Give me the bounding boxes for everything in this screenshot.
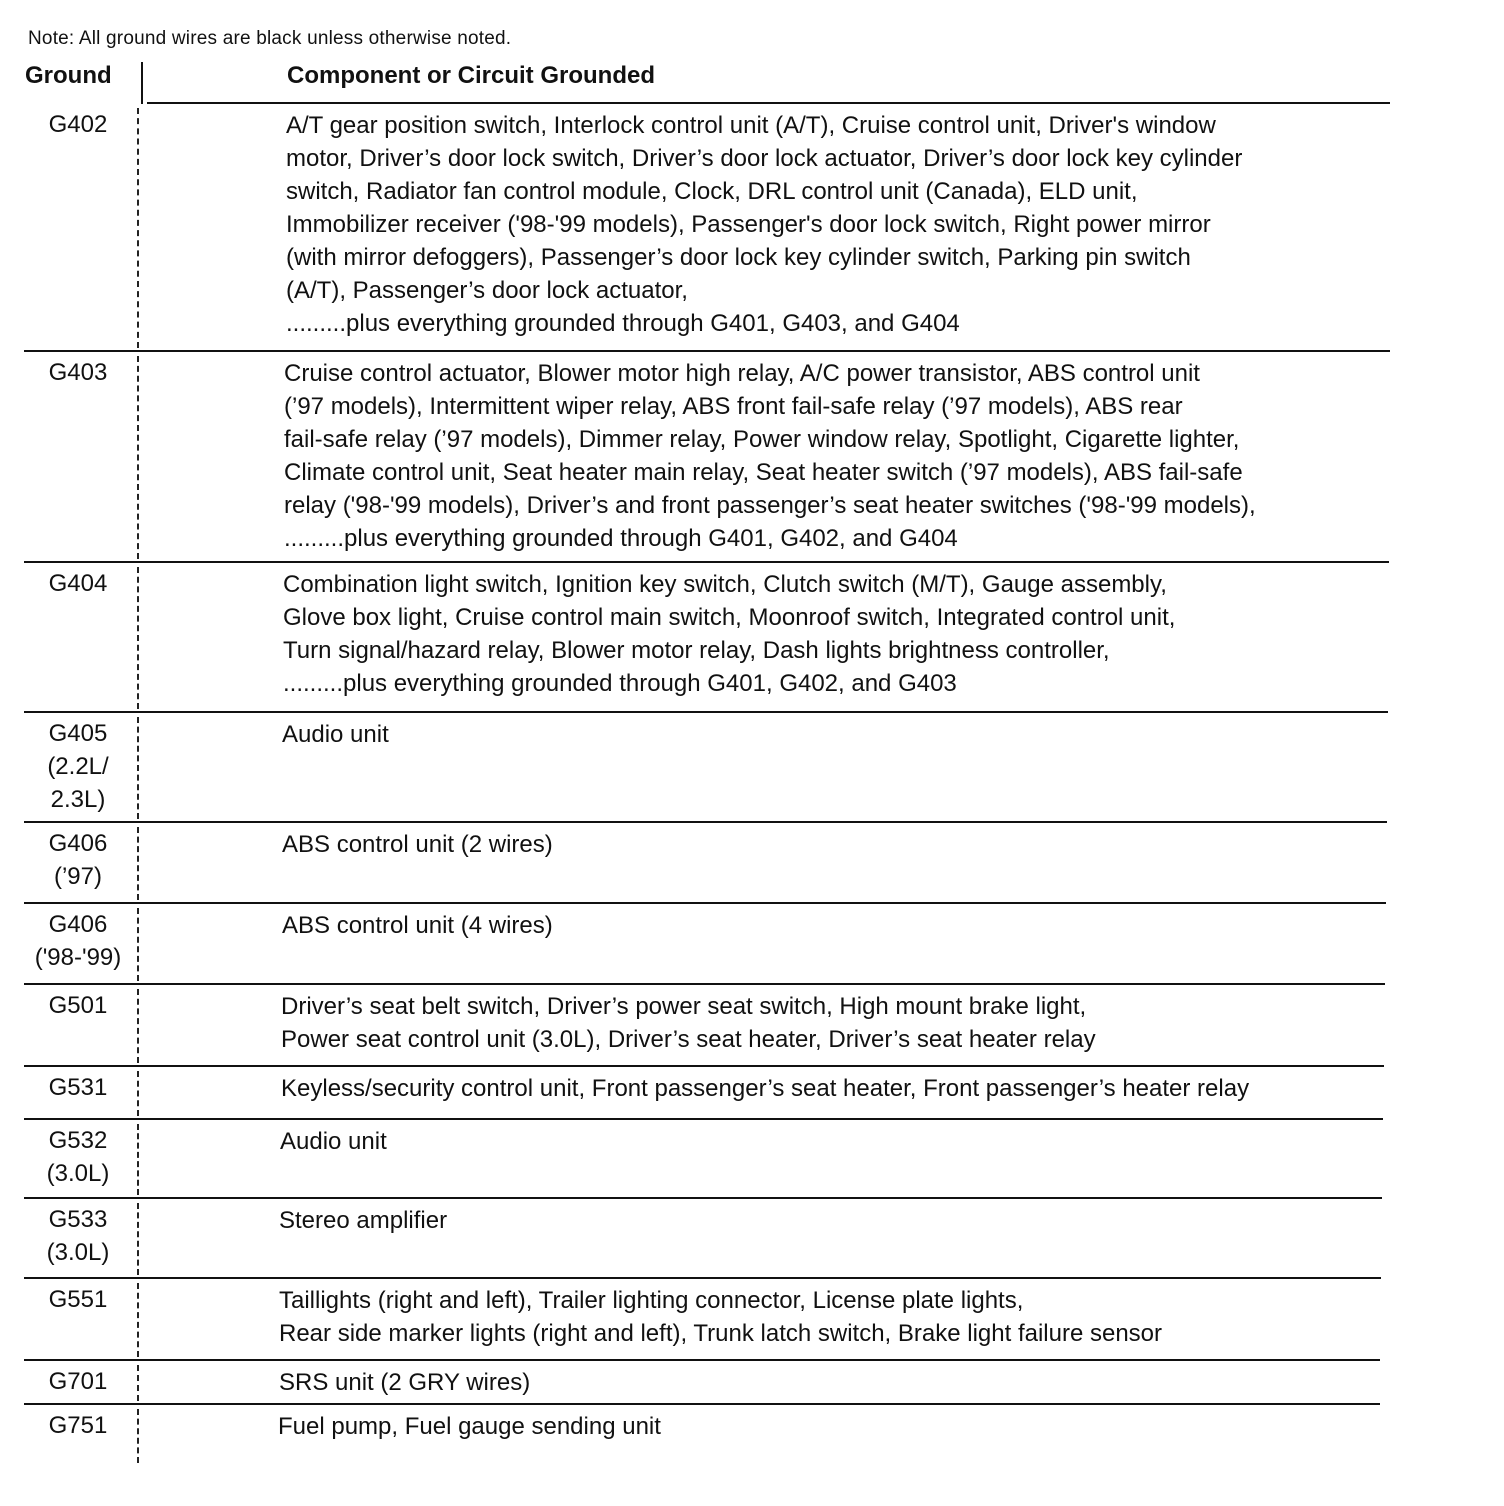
component-list: Fuel pump, Fuel gauge sending unit xyxy=(278,1413,661,1440)
component-list: A/T gear position switch, Interlock control unit (A/T), Cruise control unit, Driver's window motor, Driver’s door lock switch, Driver’s door lock actuator, Driver’s door lock key cylinder switch, Radiator fan control module, Clock, DRL control unit (Canada), ELD unit, Immobilizer receiver ('98-'99 models), Passenger's door lock switch, Right power mirror (with mirror defoggers), Passenger’s door lock key cylinder switch, Parking pin switch (A/T), Passenger’s door lock actuator, .........plus everything grounded through G401, G403, and G404 xyxy=(286,112,1243,337)
table-row xyxy=(22,1118,1390,1197)
header-component: Component or Circuit Grounded xyxy=(287,62,655,89)
column-separator xyxy=(137,1124,139,1195)
column-separator xyxy=(137,1071,139,1116)
column-separator xyxy=(137,827,139,900)
component-list: ABS control unit (4 wires) xyxy=(282,912,553,939)
ground-id: G405 (2.2L/ 2.3L) xyxy=(47,720,109,813)
ground-id: G751 xyxy=(48,1412,108,1439)
ground-id: G533 (3.0L) xyxy=(46,1206,110,1266)
table-row xyxy=(22,350,1390,561)
component-list: Stereo amplifier xyxy=(279,1207,448,1234)
component-list: Audio unit xyxy=(280,1128,387,1155)
ground-id: G404 xyxy=(48,570,108,597)
ground-id: G402 xyxy=(48,111,108,138)
component-list: Keyless/security control unit, Front passenger’s seat heater, Front passenger’s heater relay xyxy=(281,1075,1250,1102)
column-separator xyxy=(137,1203,139,1275)
table-row xyxy=(22,821,1390,902)
component-list: Combination light switch, Ignition key switch, Clutch switch (M/T), Gauge assembly, Glove box light, Cruise control main switch, Moonroof switch, Integrated control unit, Turn signal/hazard relay, Blower motor relay, Dash lights brightness controller, .........plus everything grounded through G401, G402, and G403 xyxy=(283,571,1176,697)
component-list: Taillights (right and left), Trailer lighting connector, License plate lights, Rear side marker lights (right and left), Trunk latch switch, Brake light failure sensor xyxy=(279,1287,1163,1347)
table-row xyxy=(22,902,1390,983)
table-row xyxy=(22,711,1390,821)
column-separator xyxy=(137,567,139,709)
component-list: Driver’s seat belt switch, Driver’s power seat switch, High mount brake light, Power seat control unit (3.0L), Driver’s seat heater, Driver’s seat heater relay xyxy=(281,993,1096,1053)
table-row xyxy=(22,1277,1390,1359)
table-row xyxy=(22,1403,1390,1453)
component-list: Cruise control actuator, Blower motor high relay, A/C power transistor, ABS control unit (’97 models), Intermittent wiper relay, ABS front fail-safe relay (’97 models), ABS rear fail-safe relay (’97 models), Dimmer relay, Power window relay, Spotlight, Cigarette lighter, Climate control unit, Seat heater main relay, Seat heater switch (’97 models), ABS fail-safe relay ('98-'99 models), Driver’s and front passenger’s seat heater switches ('98-'99 models), .........plus everything grounded through G401, G402, and G404 xyxy=(284,360,1256,552)
table-row xyxy=(22,102,1390,350)
column-separator xyxy=(137,1365,139,1401)
component-list: SRS unit (2 GRY wires) xyxy=(279,1369,531,1396)
column-separator xyxy=(137,989,139,1063)
ground-id: G406 (’97) xyxy=(48,830,108,890)
ground-id: G532 (3.0L) xyxy=(46,1127,110,1187)
ground-id: G551 xyxy=(48,1286,108,1313)
header-ground: Ground xyxy=(25,62,112,89)
table-row xyxy=(22,1359,1390,1403)
note: Note: All ground wires are black unless otherwise noted. xyxy=(28,28,512,49)
column-separator xyxy=(137,1409,139,1463)
column-separator xyxy=(137,717,139,819)
header-divider xyxy=(141,62,143,104)
ground-id: G406 ('98-'99) xyxy=(34,911,122,971)
ground-id: G531 xyxy=(48,1074,108,1101)
component-list: ABS control unit (2 wires) xyxy=(282,831,553,858)
column-separator xyxy=(137,1283,139,1357)
table-row xyxy=(22,1197,1390,1277)
component-list: Audio unit xyxy=(282,721,389,748)
table-row xyxy=(22,561,1390,711)
column-separator xyxy=(137,108,139,348)
table-row xyxy=(22,983,1390,1065)
ground-id: G701 xyxy=(48,1368,108,1395)
ground-id: G501 xyxy=(48,992,108,1019)
column-separator xyxy=(137,908,139,981)
column-separator xyxy=(137,356,139,559)
ground-id: G403 xyxy=(48,359,108,386)
table-row xyxy=(22,1065,1390,1118)
